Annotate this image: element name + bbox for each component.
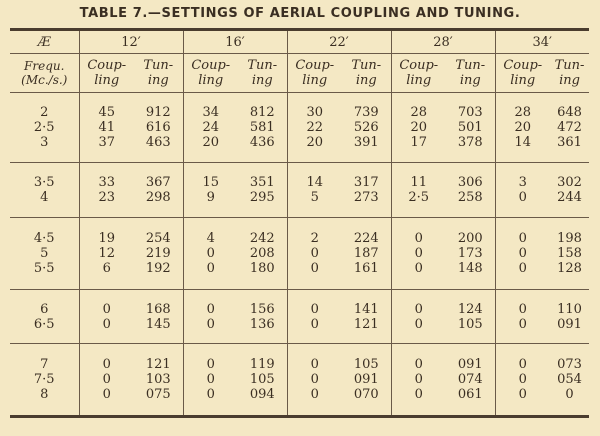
- tuning-value: 306: [457, 174, 483, 190]
- tuning-values-cell: [238, 344, 287, 417]
- coupling-value: 0: [310, 372, 319, 388]
- tuning-header-line2: ing: [355, 73, 377, 88]
- coupling-value: 0: [206, 245, 215, 261]
- tuning-value: 703: [457, 105, 483, 121]
- tuning-value: 124: [457, 301, 483, 317]
- tuning-value: 739: [353, 105, 379, 121]
- coupling-value: 28: [410, 105, 428, 121]
- tuning-value: 361: [557, 135, 582, 151]
- coupling-header-line2: ling: [406, 73, 432, 88]
- tuning-value: 121: [145, 357, 171, 373]
- tuning-value: 103: [145, 372, 171, 388]
- coupling-value: 0: [518, 387, 527, 403]
- frequency-group-row: [10, 344, 589, 417]
- coupling-value: 9: [206, 189, 215, 205]
- coupling-value: 0: [206, 260, 215, 276]
- tuning-values-cell: [550, 217, 589, 290]
- tuning-value: 094: [249, 387, 275, 403]
- tuning-header-line1: Tun-: [247, 58, 278, 73]
- frequency-header-line2: (Mc./s.): [21, 73, 68, 87]
- coupling-value: 0: [518, 372, 527, 388]
- coupling-values-cell: [287, 163, 342, 217]
- tuning-value: 168: [145, 301, 171, 317]
- tuning-value: 198: [557, 230, 582, 246]
- tuning-values-cell: [446, 344, 495, 417]
- tuning-value: 192: [145, 260, 171, 276]
- frequency-group-row: [10, 93, 589, 163]
- tuning-values-cell: [342, 344, 391, 417]
- tuning-values-cell: [342, 217, 391, 290]
- coupling-values-cell: [391, 93, 446, 163]
- coupling-values-cell: [183, 163, 238, 217]
- coupling-values-cell: [79, 217, 134, 290]
- coupling-values-cell: [495, 290, 550, 344]
- frequency-cell: [10, 344, 79, 417]
- table-title: TABLE 7.—SETTINGS OF AERIAL COUPLING AND TUNING.: [79, 6, 521, 21]
- coupling-value: 0: [414, 387, 423, 403]
- coupling-value: 0: [102, 357, 111, 373]
- coupling-value: 0: [414, 230, 423, 246]
- frequency-group-row: [10, 290, 589, 344]
- tuning-values-cell: [238, 93, 287, 163]
- tuning-value: 812: [249, 105, 275, 121]
- aerial-header-row: [10, 30, 589, 54]
- tuning-value: 501: [457, 120, 483, 136]
- frequency-value: 4: [40, 189, 49, 205]
- tuning-values-cell: [446, 290, 495, 344]
- coupling-value: 0: [414, 245, 423, 261]
- frequency-cell: [10, 217, 79, 290]
- settings-table: [10, 28, 589, 418]
- frequency-cell: [10, 93, 79, 163]
- tuning-value: 173: [457, 245, 483, 261]
- tuning-value: 616: [145, 120, 171, 136]
- frequency-value: 5: [40, 245, 49, 261]
- frequency-cell: [10, 290, 79, 344]
- coupling-values-cell: [391, 290, 446, 344]
- coupling-value: 0: [102, 387, 111, 403]
- aerial-34ft-header: 34′: [495, 30, 589, 54]
- tuning-value: 054: [557, 372, 582, 388]
- coupling-value: 0: [518, 260, 527, 276]
- coupling-value: 6: [102, 260, 111, 276]
- coupling-value: 11: [410, 174, 428, 190]
- coupling-header-line1: Coup-: [503, 58, 543, 73]
- frequency-group-row: [10, 163, 589, 217]
- tuning-values-cell: [550, 290, 589, 344]
- frequency-value: 6: [40, 301, 49, 317]
- coupling-header-line1: Coup-: [295, 58, 335, 73]
- tuning-header-line1: Tun-: [143, 58, 174, 73]
- aerial-22ft-header: 22′: [287, 30, 391, 54]
- coupling-header-line1: Coup-: [191, 58, 231, 73]
- coupling-value: 0: [102, 372, 111, 388]
- coupling-values-cell: [79, 93, 134, 163]
- coupling-values-cell: [183, 217, 238, 290]
- frequency-header-line1: Frequ.: [24, 59, 65, 73]
- tuning-header: [342, 54, 391, 93]
- coupling-value: 0: [206, 316, 215, 332]
- coupling-values-cell: [183, 344, 238, 417]
- coupling-value: 0: [310, 245, 319, 261]
- tuning-values-cell: [134, 163, 183, 217]
- tuning-value: 105: [249, 372, 275, 388]
- coupling-values-cell: [391, 163, 446, 217]
- tuning-values-cell: [446, 93, 495, 163]
- coupling-values-cell: [287, 344, 342, 417]
- tuning-values-cell: [550, 163, 589, 217]
- aerial-12ft-header: 12′: [79, 30, 183, 54]
- coupling-value: 0: [518, 357, 527, 373]
- coupling-value: 3: [518, 174, 527, 190]
- tuning-value: 158: [557, 245, 582, 261]
- coupling-values-cell: [495, 163, 550, 217]
- frequency-value: 4·5: [33, 230, 55, 246]
- tuning-header-line2: ing: [147, 73, 169, 88]
- tuning-value: 119: [249, 357, 275, 373]
- tuning-values-cell: [134, 93, 183, 163]
- coupling-header-line2: ling: [510, 73, 536, 88]
- tuning-value: 145: [145, 316, 171, 332]
- coupling-value: 23: [98, 189, 116, 205]
- tuning-value: 136: [249, 316, 275, 332]
- aerial-label: Æ: [10, 30, 79, 54]
- tuning-value: 075: [145, 387, 171, 403]
- frequency-group-row: [10, 217, 589, 290]
- tuning-value: 110: [557, 301, 582, 317]
- coupling-header-line2: ling: [302, 73, 328, 88]
- coupling-header: [287, 54, 342, 93]
- tuning-values-cell: [446, 163, 495, 217]
- tuning-value: 074: [457, 372, 483, 388]
- coupling-values-cell: [79, 344, 134, 417]
- tuning-value: 200: [457, 230, 483, 246]
- coupling-value: 14: [514, 135, 532, 151]
- tuning-value: 367: [145, 174, 171, 190]
- tuning-header-line1: Tun-: [351, 58, 382, 73]
- coupling-value: 0: [414, 372, 423, 388]
- tuning-values-cell: [342, 163, 391, 217]
- tuning-value: 121: [353, 316, 379, 332]
- coupling-value: 12: [98, 245, 116, 261]
- tuning-value: 298: [145, 189, 171, 205]
- tuning-value: 161: [353, 260, 379, 276]
- tuning-values-cell: [550, 344, 589, 417]
- coupling-value: 14: [306, 174, 324, 190]
- coupling-value: 45: [98, 105, 116, 121]
- frequency-value: 3·5: [33, 174, 55, 190]
- coupling-values-cell: [183, 93, 238, 163]
- coupling-value: 0: [206, 387, 215, 403]
- tuning-value: 224: [353, 230, 379, 246]
- coupling-value: 0: [414, 357, 423, 373]
- frequency-cell: [10, 163, 79, 217]
- tuning-values-cell: [342, 93, 391, 163]
- tuning-value: 180: [249, 260, 275, 276]
- tuning-values-cell: [238, 163, 287, 217]
- coupling-values-cell: [287, 217, 342, 290]
- coupling-values-cell: [391, 344, 446, 417]
- tuning-values-cell: [134, 290, 183, 344]
- coupling-header-line1: Coup-: [399, 58, 439, 73]
- frequency-value: 7·5: [33, 372, 55, 388]
- tuning-values-cell: [238, 290, 287, 344]
- coupling-value: 0: [518, 189, 527, 205]
- tuning-value: 648: [557, 105, 582, 121]
- coupling-value: 5: [310, 189, 319, 205]
- coupling-value: 15: [202, 174, 220, 190]
- tuning-value: 187: [353, 245, 379, 261]
- coupling-value: 0: [206, 357, 215, 373]
- coupling-value: 20: [514, 120, 532, 136]
- tuning-value: 105: [457, 316, 483, 332]
- table-body: [10, 93, 589, 417]
- coupling-value: 20: [306, 135, 324, 151]
- tuning-value: 156: [249, 301, 275, 317]
- tuning-value: 128: [557, 260, 582, 276]
- tuning-value: 317: [353, 174, 379, 190]
- tuning-value: 148: [457, 260, 483, 276]
- tuning-header-line2: ing: [459, 73, 481, 88]
- tuning-value: 091: [353, 372, 379, 388]
- aerial-28ft-header: 28′: [391, 30, 495, 54]
- coupling-header: [495, 54, 550, 93]
- aerial-16ft-header: 16′: [183, 30, 287, 54]
- coupling-values-cell: [79, 290, 134, 344]
- frequency-header: [10, 54, 79, 93]
- tuning-value: 912: [145, 105, 171, 121]
- tuning-header-line2: ing: [559, 73, 580, 88]
- tuning-value: 463: [145, 135, 171, 151]
- column-header-row: [10, 54, 589, 93]
- coupling-value: 0: [414, 301, 423, 317]
- coupling-value: 19: [98, 230, 116, 246]
- tuning-value: 295: [249, 189, 275, 205]
- coupling-value: 22: [306, 120, 324, 136]
- tuning-values-cell: [238, 217, 287, 290]
- coupling-value: 0: [310, 260, 319, 276]
- coupling-value: 20: [202, 135, 220, 151]
- coupling-header: [391, 54, 446, 93]
- coupling-value: 0: [518, 230, 527, 246]
- coupling-values-cell: [287, 290, 342, 344]
- tuning-value: 254: [145, 230, 171, 246]
- tuning-header-line1: Tun-: [554, 58, 585, 73]
- coupling-value: 20: [410, 120, 428, 136]
- tuning-value: 273: [353, 189, 379, 205]
- tuning-header-line2: ing: [251, 73, 273, 88]
- coupling-value: 17: [410, 135, 428, 151]
- tuning-value: 472: [557, 120, 582, 136]
- coupling-header-line2: ling: [94, 73, 120, 88]
- tuning-value: 219: [145, 245, 171, 261]
- frequency-value: 8: [40, 387, 49, 403]
- coupling-value: 0: [206, 372, 215, 388]
- coupling-value: 37: [98, 135, 116, 151]
- coupling-value: 0: [518, 316, 527, 332]
- coupling-value: 41: [98, 120, 116, 136]
- tuning-value: 061: [457, 387, 483, 403]
- tuning-header: [238, 54, 287, 93]
- coupling-value: 0: [518, 301, 527, 317]
- frequency-value: 5·5: [33, 260, 55, 276]
- tuning-values-cell: [134, 344, 183, 417]
- frequency-value: 7: [40, 357, 49, 373]
- coupling-values-cell: [495, 93, 550, 163]
- frequency-value: 6·5: [33, 316, 55, 332]
- tuning-value: 378: [457, 135, 483, 151]
- coupling-value: 0: [310, 387, 319, 403]
- coupling-value: 0: [102, 301, 111, 317]
- coupling-values-cell: [495, 217, 550, 290]
- coupling-header: [79, 54, 134, 93]
- tuning-value: 242: [249, 230, 275, 246]
- coupling-value: 2·5: [408, 189, 430, 205]
- coupling-value: 28: [514, 105, 532, 121]
- frequency-value: 2: [40, 105, 49, 121]
- frequency-value: 3: [40, 135, 49, 151]
- coupling-value: 33: [98, 174, 116, 190]
- tuning-value: 351: [249, 174, 275, 190]
- tuning-value: 091: [557, 316, 582, 332]
- tuning-values-cell: [134, 217, 183, 290]
- tuning-value: 070: [353, 387, 379, 403]
- coupling-value: 0: [310, 316, 319, 332]
- tuning-value: 391: [353, 135, 379, 151]
- coupling-value: 30: [306, 105, 324, 121]
- coupling-values-cell: [183, 290, 238, 344]
- tuning-value: 141: [353, 301, 379, 317]
- coupling-value: 0: [310, 357, 319, 373]
- coupling-value: 24: [202, 120, 220, 136]
- coupling-value: 0: [102, 316, 111, 332]
- tuning-value: 073: [557, 357, 582, 373]
- coupling-value: 0: [310, 301, 319, 317]
- tuning-values-cell: [342, 290, 391, 344]
- coupling-header: [183, 54, 238, 93]
- tuning-header: [446, 54, 495, 93]
- tuning-value: 258: [457, 189, 483, 205]
- tuning-value: 436: [249, 135, 275, 151]
- tuning-value: 526: [353, 120, 379, 136]
- coupling-value: 0: [206, 301, 215, 317]
- coupling-header-line1: Coup-: [87, 58, 127, 73]
- tuning-value: 091: [457, 357, 483, 373]
- tuning-header: [550, 54, 589, 93]
- coupling-value: 0: [518, 245, 527, 261]
- tuning-value: 0: [565, 387, 574, 403]
- tuning-value: 105: [353, 357, 379, 373]
- coupling-value: 4: [206, 230, 215, 246]
- coupling-values-cell: [495, 344, 550, 417]
- coupling-values-cell: [391, 217, 446, 290]
- coupling-value: 34: [202, 105, 220, 121]
- tuning-header: [134, 54, 183, 93]
- coupling-values-cell: [287, 93, 342, 163]
- coupling-value: 2: [310, 230, 319, 246]
- coupling-value: 0: [414, 260, 423, 276]
- tuning-values-cell: [550, 93, 589, 163]
- tuning-value: 208: [249, 245, 275, 261]
- coupling-values-cell: [79, 163, 134, 217]
- tuning-value: 244: [557, 189, 582, 205]
- tuning-header-line1: Tun-: [455, 58, 486, 73]
- frequency-value: 2·5: [33, 120, 55, 136]
- tuning-values-cell: [446, 217, 495, 290]
- tuning-value: 302: [557, 174, 582, 190]
- tuning-value: 581: [249, 120, 275, 136]
- coupling-value: 0: [414, 316, 423, 332]
- coupling-header-line2: ling: [198, 73, 224, 88]
